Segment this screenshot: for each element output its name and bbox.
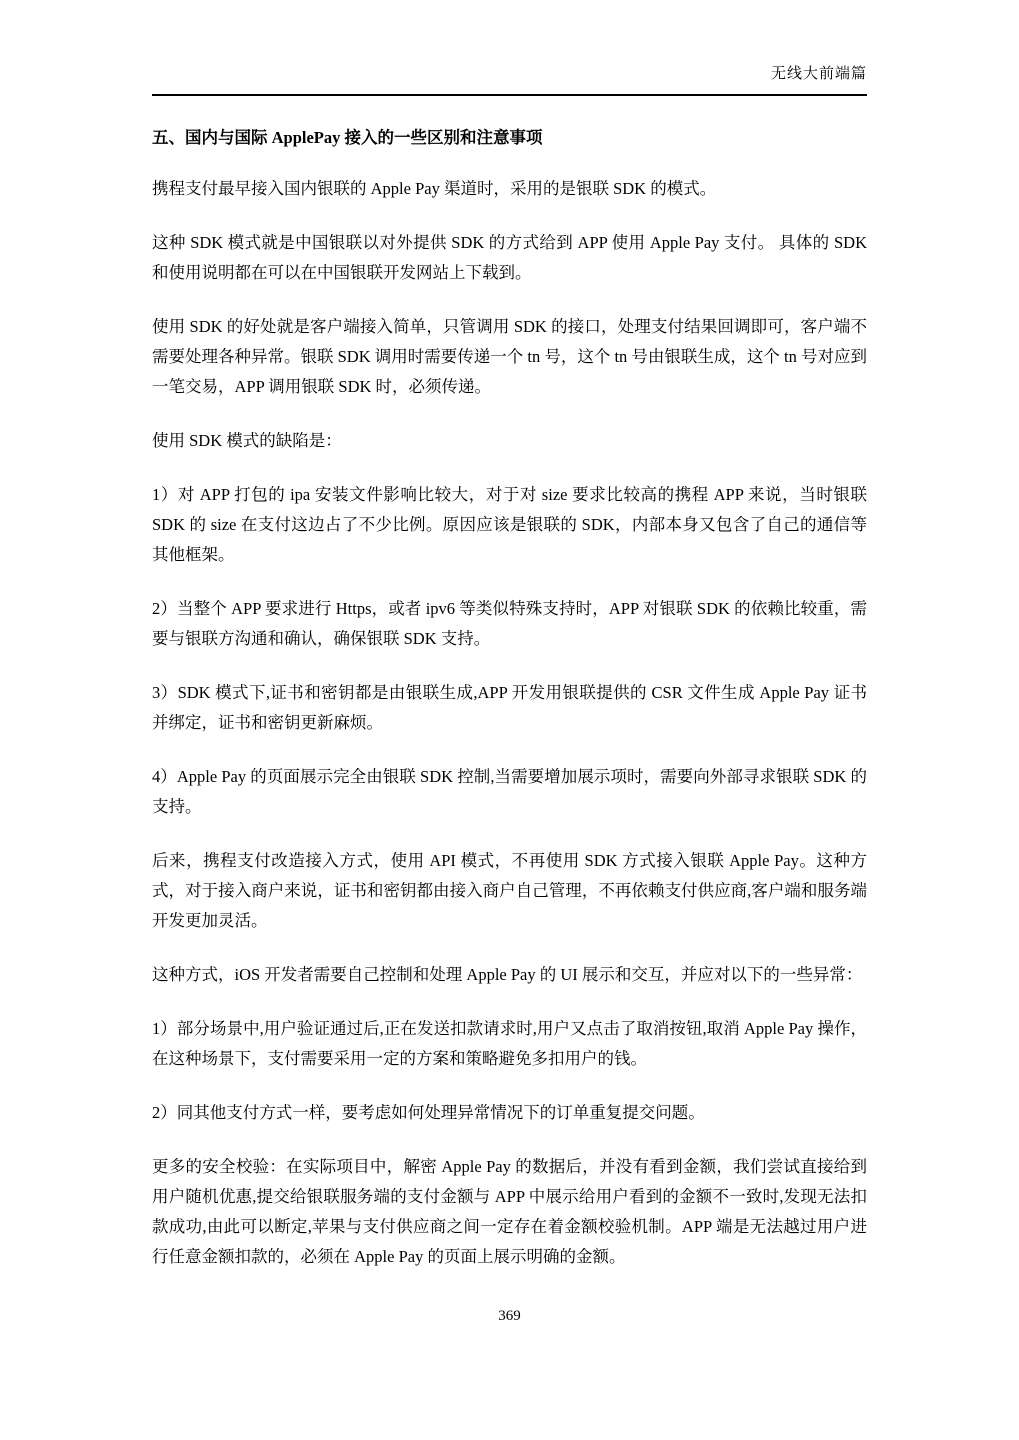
- paragraph: 这种 SDK 模式就是中国银联以对外提供 SDK 的方式给到 APP 使用 Apple Pay 支付。 具体的 SDK 和使用说明都在可以在中国银联开发网站上下载到。: [152, 233, 867, 282]
- paragraph: 3）SDK 模式下,证书和密钥都是由银联生成,APP 开发用银联提供的 CSR 文件生成 Apple Pay 证书并绑定，证书和密钥更新麻烦。: [152, 683, 867, 732]
- running-header-text: 无线大前端篇: [770, 66, 867, 82]
- paragraph: 2）当整个 APP 要求进行 Https，或者 ipv6 等类似特殊支持时，APP 对银联 SDK 的依赖比较重，需要与银联方沟通和确认，确保银联 SDK 支持。: [152, 599, 867, 648]
- paragraph: 携程支付最早接入国内银联的 Apple Pay 渠道时，采用的是银联 SDK 的模式。: [152, 179, 717, 198]
- paragraph: 1）部分场景中,用户验证通过后,正在发送扣款请求时,用户又点击了取消按钮,取消 Apple Pay 操作，在这种场景下，支付需要采用一定的方案和策略避免多扣用户的钱。: [152, 1019, 867, 1068]
- paragraph: 1）对 APP 打包的 ipa 安装文件影响比较大，对于对 size 要求比较高的携程 APP 来说，当时银联 SDK 的 size 在支付这边占了不少比例。原因应该是银联的 SDK，内部本身又包含了自己的通信等其他框架。: [152, 485, 867, 564]
- paragraph: 更多的安全校验：在实际项目中，解密 Apple Pay 的数据后，并没有看到金额，我们尝试直接给到用户随机优惠,提交给银联服务端的支付金额与 APP 中展示给用户看到的金额不一致时,发现无法扣款成功,由此可以断定,苹果与支付供应商之间一定存在着金额校验机制。APP 端是无法越过用户进行任意金额扣款的，必须在 Apple Pay 的页面上展示明确的金额。: [152, 1157, 867, 1266]
- paragraph: 后来，携程支付改造接入方式，使用 API 模式，不再使用 SDK 方式接入银联 Apple Pay。这种方式，对于接入商户来说，证书和密钥都由接入商户自己管理，不再依赖支付供应商,客户端和服务端开发更加灵活。: [152, 851, 867, 930]
- document-body: [152, 174, 867, 1272]
- paragraph: 使用 SDK 模式的缺陷是：: [152, 431, 342, 450]
- paragraph: 2）同其他支付方式一样，要考虑如何处理异常情况下的订单重复提交问题。: [152, 1103, 705, 1122]
- paragraph: 这种方式，iOS 开发者需要自己控制和处理 Apple Pay 的 UI 展示和交互，并应对以下的一些异常：: [152, 965, 863, 984]
- paragraph: 使用 SDK 的好处就是客户端接入简单，只管调用 SDK 的接口，处理支付结果回调即可，客户端不需要处理各种异常。银联 SDK 调用时需要传递一个 tn 号，这个 tn 号由银联生成，这个 tn 号对应到一笔交易，APP 调用银联 SDK 时，必须传递。: [152, 317, 868, 396]
- running-header: [152, 64, 867, 96]
- paragraph: 4）Apple Pay 的页面展示完全由银联 SDK 控制,当需要增加展示项时，需要向外部寻求银联 SDK 的支持。: [152, 767, 867, 816]
- page-number: 369: [498, 1308, 521, 1324]
- section-heading: 五、国内与国际 ApplePay 接入的一些区别和注意事项: [152, 128, 543, 147]
